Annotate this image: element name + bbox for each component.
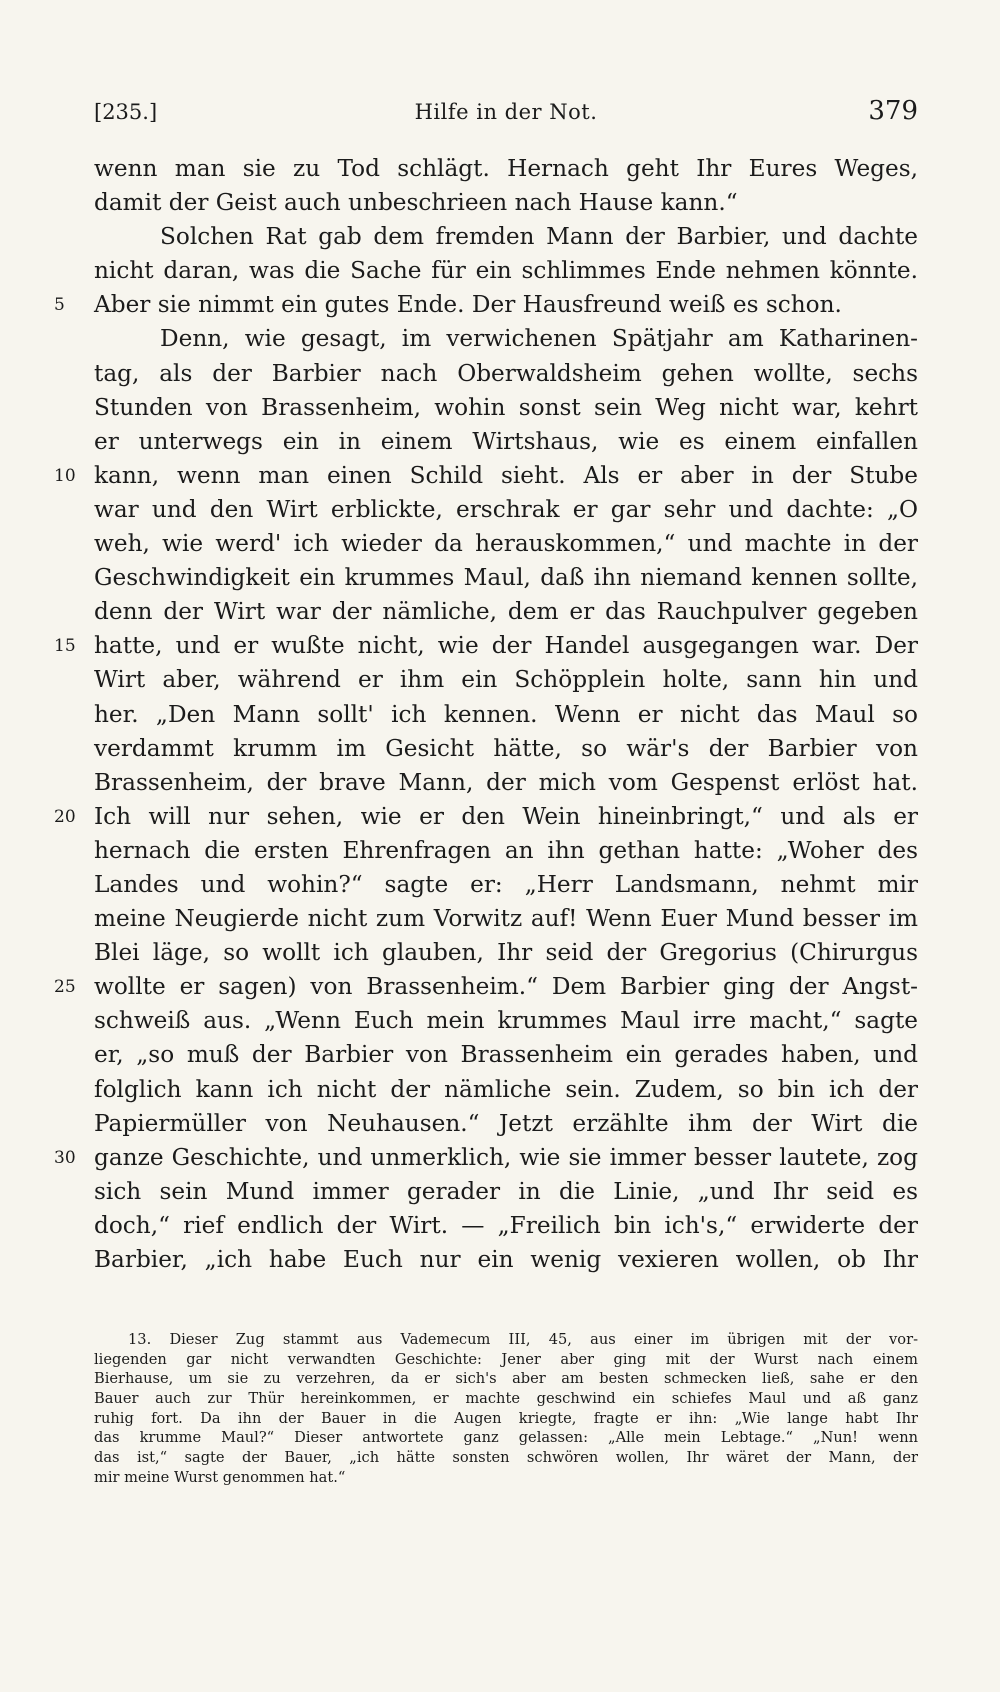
text-line (94, 1243, 918, 1277)
page-reference: [235.] (94, 100, 158, 124)
text-line (94, 186, 918, 220)
line-text: wenn man sie zu Tod schlägt. Hernach geht Ihr Eures Weges, (94, 155, 918, 182)
text-line (94, 493, 918, 527)
text-line (94, 595, 918, 629)
text-line (94, 561, 918, 595)
text-line (94, 834, 918, 868)
line-text: her. „Den Mann sollt' ich kennen. Wenn er nicht das Maul so (94, 700, 918, 728)
line-text: ganze Geschichte, und unmerklich, wie sie immer besser lautete, zog (94, 1143, 918, 1171)
text-line (94, 391, 918, 425)
line-text: hatte, und er wußte nicht, wie der Handel ausgegangen war. Der (94, 632, 918, 660)
text-line (94, 1038, 918, 1072)
text-line (94, 322, 918, 356)
line-number: 10 (54, 465, 76, 486)
line-text: meine Neugierde nicht zum Vorwitz auf! Wenn Euer Mund besser im (94, 905, 918, 933)
footnote (94, 1330, 918, 1488)
footnote-line: das krumme Maul?“ Dieser antwortete ganz gelassen: „Alle mein Lebtage.“ „Nun! wenn (94, 1429, 918, 1447)
line-text: folglich kann ich nicht der nämliche sein. Zudem, so bin ich der (94, 1075, 918, 1103)
text-line (94, 663, 918, 697)
text-line (94, 1209, 918, 1243)
line-text: Solchen Rat gab dem fremden Mann der Barbier, und dachte (160, 223, 918, 251)
text-line (94, 766, 918, 800)
footnote-line: liegenden gar nicht verwandten Geschichte: Jener aber ging mit der Wurst nach einem (94, 1350, 918, 1368)
text-line (94, 868, 918, 902)
footnote-line: das ist,“ sagte der Bauer, „ich hätte sonsten schwören wollen, Ihr wäret der Mann, der (94, 1449, 918, 1467)
line-text: nicht daran, was die Sache für ein schlimmes Ende nehmen könnte. (94, 257, 918, 285)
line-text: hernach die ersten Ehrenfragen an ihn gethan hatte: „Woher des (94, 836, 918, 864)
line-text: Ich will nur sehen, wie er den Wein hineinbringt,“ und als er (94, 802, 918, 830)
line-text: schweiß aus. „Wenn Euch mein krummes Maul irre macht,“ sagte (94, 1007, 918, 1035)
text-line (94, 698, 918, 732)
line-text: verdammt krumm im Gesicht hätte, so wär's der Barbier von (94, 734, 918, 762)
line-number: 20 (54, 806, 76, 827)
line-text: kann, wenn man einen Schild sieht. Als er aber in der Stube (94, 461, 918, 489)
line-text: er unterwegs ein in einem Wirtshaus, wie es einem einfallen (94, 427, 918, 455)
text-line (54, 288, 918, 322)
text-line (94, 936, 918, 970)
line-text: war und den Wirt erblickte, erschrak er gar sehr und dachte: „O (94, 495, 918, 523)
main-text (54, 152, 918, 1277)
text-line (94, 425, 918, 459)
line-text: Brassenheim, der brave Mann, der mich vom Gespenst erlöst hat. (94, 768, 918, 796)
text-line (94, 152, 918, 186)
text-line (94, 1175, 918, 1209)
text-line (94, 220, 918, 254)
line-number: 5 (54, 295, 65, 316)
line-text: er, „so muß der Barbier von Brassenheim ein gerades haben, und (94, 1041, 918, 1069)
line-text: denn der Wirt war der nämliche, dem er das Rauchpulver gegeben (94, 598, 918, 626)
line-number: 30 (54, 1147, 76, 1168)
line-text: tag, als der Barbier nach Oberwaldsheim gehen wollte, sechs (94, 359, 918, 387)
text-line (94, 902, 918, 936)
text-line (94, 254, 918, 288)
text-line (94, 1004, 918, 1038)
running-title: Hilfe in der Not. (414, 100, 598, 124)
line-text: Landes und wohin?“ sagte er: „Herr Landsmann, nehmt mir (94, 870, 918, 898)
line-text: Denn, wie gesagt, im verwichenen Spätjahr am Katharinen- (160, 325, 918, 353)
text-line (54, 629, 918, 663)
line-text: weh, wie werd' ich wieder da herauskommen,“ und machte in der (94, 530, 918, 558)
text-line (94, 1107, 918, 1141)
running-header (94, 96, 918, 132)
line-text: Barbier, „ich habe Euch nur ein wenig vexieren wollen, ob Ihr (94, 1246, 918, 1273)
line-text: damit der Geist auch unbeschrieen nach Hause kann.“ (94, 189, 738, 217)
text-line (94, 527, 918, 561)
line-number: 15 (54, 636, 76, 657)
line-text: sich sein Mund immer gerader in die Linie, „und Ihr seid es (94, 1177, 918, 1205)
line-text: Aber sie nimmt ein gutes Ende. Der Hausfreund weiß es schon. (94, 291, 842, 319)
line-text: Wirt aber, während er ihm ein Schöpplein holte, sann hin und (94, 666, 918, 694)
footnote-line: ruhig fort. Da ihn der Bauer in die Augen kriegte, fragte er ihn: „Wie lange habt Ihr (94, 1409, 918, 1427)
line-number: 25 (54, 977, 76, 998)
line-text: wollte er sagen) von Brassenheim.“ Dem Barbier ging der Angst- (94, 973, 918, 1001)
text-line (54, 1141, 918, 1175)
text-line (94, 1073, 918, 1107)
text-line (94, 357, 918, 391)
line-text: doch,“ rief endlich der Wirt. — „Freilich bin ich's,“ erwiderte der (94, 1211, 918, 1239)
text-line (94, 732, 918, 766)
line-text: Stunden von Brassenheim, wohin sonst sein Weg nicht war, kehrt (94, 393, 918, 421)
footnote-line: mir meine Wurst genommen hat.“ (94, 1468, 346, 1486)
footnote-line: Bauer auch zur Thür hereinkommen, er machte geschwind ein schiefes Maul und aß ganz (94, 1390, 918, 1408)
footnote-line: 13. Dieser Zug stammt aus Vademecum III, 45, aus einer im übrigen mit der vor- (128, 1331, 918, 1348)
text-line (54, 459, 918, 493)
text-line (54, 800, 918, 834)
line-text: Geschwindigkeit ein krummes Maul, daß ihn niemand kennen sollte, (94, 564, 918, 592)
page-number: 379 (868, 96, 918, 126)
footnote-line: Bierhause, um sie zu verzehren, da er sich's aber am besten schmecken ließ, sahe er den (94, 1370, 918, 1388)
line-text: Papiermüller von Neuhausen.“ Jetzt erzählte ihm der Wirt die (94, 1109, 918, 1137)
text-line (54, 970, 918, 1004)
line-text: Blei läge, so wollt ich glauben, Ihr seid der Gregorius (Chirurgus (94, 939, 918, 967)
